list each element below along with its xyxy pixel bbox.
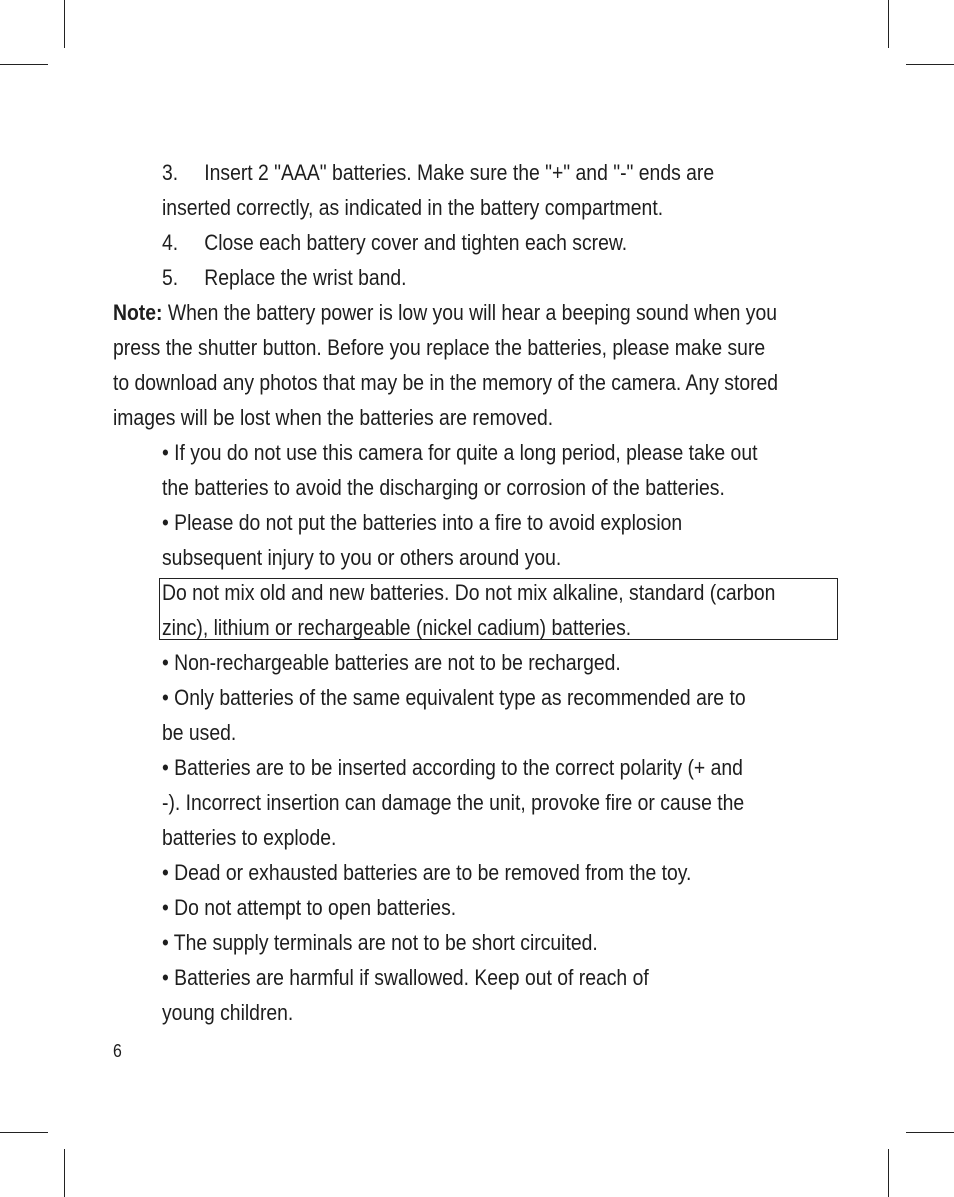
step-number: 5. — [162, 265, 179, 290]
crop-mark-bottom-right-horizontal — [906, 1132, 954, 1133]
crop-mark-bottom-right-vertical — [888, 1149, 889, 1197]
bullet-item: • Please do not put the batteries into a fire to avoid explosion — [162, 510, 683, 535]
crop-mark-top-left-vertical — [64, 0, 65, 48]
note-line: images will be lost when the batteries are removed. — [113, 405, 554, 430]
boxed-warning-line: Do not mix old and new batteries. Do not mix alkaline, standard (carbon — [162, 580, 776, 605]
step-item — [162, 260, 760, 295]
step-text-continuation: inserted correctly, as indicated in the battery compartment. — [162, 195, 664, 220]
bullet-item-continuation: subsequent injury to you or others around you. — [162, 545, 562, 570]
step-item — [162, 225, 760, 260]
bullet-item: • The supply terminals are not to be short circuited. — [162, 930, 598, 955]
note-line: to download any photos that may be in the memory of the camera. Any stored — [113, 370, 779, 395]
note-label: Note: — [113, 300, 163, 325]
step-text: Close each battery cover and tighten each screw. — [204, 230, 628, 255]
boxed-warning-line: zinc), lithium or rechargeable (nickel cadium) batteries. — [162, 615, 632, 640]
page-number: 6 — [113, 1041, 122, 1061]
step-text: Insert 2 "AAA" batteries. Make sure the "+" and "-" ends are — [204, 160, 715, 185]
bullet-item: • Dead or exhausted batteries are to be removed from the toy. — [162, 860, 692, 885]
note-line — [113, 295, 777, 330]
step-text: Replace the wrist band. — [204, 265, 407, 290]
note-line: press the shutter button. Before you replace the batteries, please make sure — [113, 335, 766, 360]
bullet-item-continuation: be used. — [162, 720, 237, 745]
bullet-item: • Batteries are harmful if swallowed. Keep out of reach of — [162, 965, 649, 990]
bullet-item-continuation: batteries to explode. — [162, 825, 337, 850]
bullet-item: • Only batteries of the same equivalent type as recommended are to — [162, 685, 746, 710]
step-number: 3. — [162, 160, 179, 185]
bullet-item: • Non-rechargeable batteries are not to be recharged. — [162, 650, 621, 675]
bullet-item-continuation: -). Incorrect insertion can damage the unit, provoke fire or cause the — [162, 790, 745, 815]
crop-mark-top-right-vertical — [888, 0, 889, 48]
bullet-item: • Do not attempt to open batteries. — [162, 895, 457, 920]
crop-mark-top-left-horizontal — [0, 64, 48, 65]
step-number: 4. — [162, 230, 179, 255]
step-item — [162, 155, 760, 190]
note-text: When the battery power is low you will hear a beeping sound when you — [162, 300, 777, 325]
bullet-item-continuation: young children. — [162, 1000, 294, 1025]
crop-mark-top-right-horizontal — [906, 64, 954, 65]
bullet-item-continuation: the batteries to avoid the discharging or corrosion of the batteries. — [162, 475, 725, 500]
crop-mark-bottom-left-horizontal — [0, 1132, 48, 1133]
crop-mark-bottom-left-vertical — [64, 1149, 65, 1197]
bullet-item: • If you do not use this camera for quite a long period, please take out — [162, 440, 758, 465]
bullet-item: • Batteries are to be inserted according to the correct polarity (+ and — [162, 755, 743, 780]
